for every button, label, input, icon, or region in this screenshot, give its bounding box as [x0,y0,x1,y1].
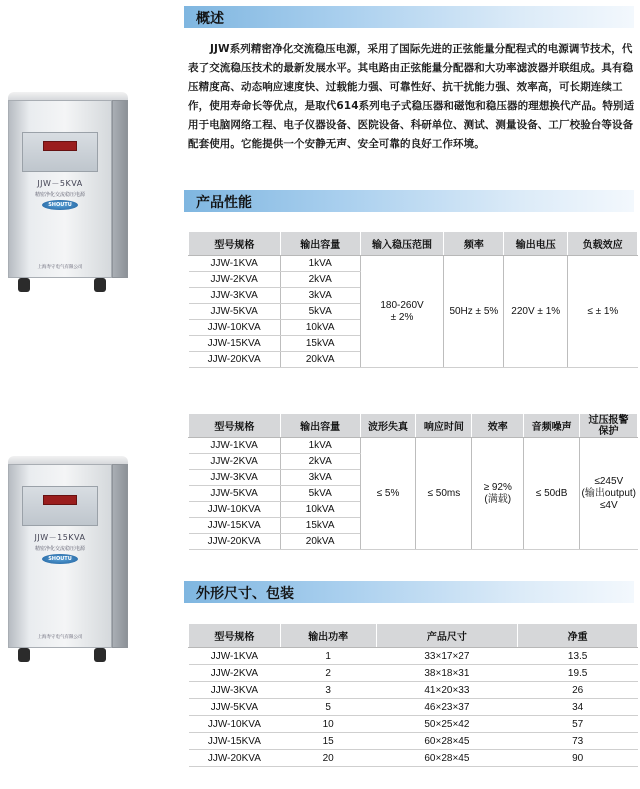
cell-capacity: 1kVA [280,438,360,454]
cell-weight: 34 [518,699,638,716]
cell-weight: 26 [518,682,638,699]
caster-wheel [18,278,30,292]
cell-size: 50×25×42 [376,716,518,733]
cell-power: 5 [280,699,376,716]
efficiency-note: (满载) [484,493,512,505]
table-row [189,733,638,750]
col-header-output-voltage: 输出电压 [504,232,568,256]
cell-size: 60×28×45 [376,733,518,750]
cabinet-side [112,464,128,648]
cell-weight: 90 [518,750,638,767]
cell-model: JJW-15KVA [189,733,281,750]
cell-capacity: 20kVA [280,534,360,550]
col-header-model: 型号规格 [189,232,281,256]
table-row [189,256,638,272]
product-image-15kva [8,456,128,668]
cell-efficiency [472,438,524,550]
cell-capacity: 3kVA [280,288,360,304]
brand-logo-text: SHOUTU [48,556,72,562]
cell-capacity: 20kVA [280,352,360,368]
product-image-5kva [8,92,128,298]
display-screen [43,495,77,505]
col-header-model: 型号规格 [189,624,281,648]
cell-power: 1 [280,648,376,665]
table-row [189,699,638,716]
table-row [189,716,638,733]
cell-weight: 13.5 [518,648,638,665]
cell-model: JJW-1KVA [189,648,281,665]
control-panel [22,486,98,526]
cell-capacity: 5kVA [280,304,360,320]
cell-model: JJW-10KVA [189,320,281,336]
section-title: 外形尺寸、包装 [196,586,294,602]
efficiency-value: ≥ 92% [483,481,512,493]
cell-input-range [360,256,444,368]
cabinet-front [8,100,112,278]
protection-line2: (输出output) [581,487,636,499]
cell-model: JJW-2KVA [189,665,281,682]
control-panel [22,132,98,172]
cell-noise: ≤ 50dB [524,438,580,550]
cell-model: JJW-1KVA [189,256,281,272]
cell-output-voltage: 220V ± 1% [504,256,568,368]
section-title: 概述 [196,11,224,27]
col-header-input-range: 输入稳压范围 [360,232,444,256]
dimensions-table [188,623,638,767]
cell-model: JJW-10KVA [189,716,281,733]
product-subtitle: 精密净化交流稳压电源 [34,546,85,552]
caster-wheel [94,278,106,292]
product-model-label: JJW－5KVA [37,179,83,188]
cell-model: JJW-2KVA [189,454,281,470]
table-row [189,665,638,682]
cell-model: JJW-10KVA [189,502,281,518]
cell-distortion: ≤ 5% [360,438,416,550]
cell-power: 15 [280,733,376,750]
input-range-value: 180-260V [380,299,424,311]
product-subtitle: 精密净化交流稳压电源 [34,192,85,198]
cell-power: 20 [280,750,376,767]
section-header-overview [184,6,634,28]
table-row [189,682,638,699]
cell-model: JJW-1KVA [189,438,281,454]
manufacturer-label: 上海寿守电气有限公司 [37,635,83,640]
cell-capacity: 3kVA [280,470,360,486]
spec-table-2 [188,413,638,550]
cabinet-side [112,100,128,278]
cell-capacity: 1kVA [280,256,360,272]
cell-load-effect: ≤ ± 1% [568,256,638,368]
cell-power: 2 [280,665,376,682]
col-header-efficiency: 效率 [472,414,524,438]
section-header-dimensions [184,581,634,603]
col-header-frequency: 频率 [444,232,504,256]
cell-power: 10 [280,716,376,733]
cell-frequency: 50Hz ± 5% [444,256,504,368]
cell-weight: 57 [518,716,638,733]
cell-size: 33×17×27 [376,648,518,665]
cell-capacity: 10kVA [280,502,360,518]
col-header-response: 响应时间 [416,414,472,438]
cell-model: JJW-3KVA [189,470,281,486]
caster-wheel [94,648,106,662]
protection-line3: ≤4V [599,499,618,511]
col-header-power: 输出功率 [280,624,376,648]
col-header-capacity: 输出容量 [280,414,360,438]
col-header-size: 产品尺寸 [376,624,518,648]
intro-paragraph: JJW系列精密净化交流稳压电源，采用了国际先进的正弦能量分配程式的电源调节技术，代表了交流稳压技术的最新发展水平。其电路由正弦能量分配器和大功率滤波器并联组成。具有稳压精度高、动态响应速度快、过载能力强、可靠性好、抗干扰能力强、效率高，可长期连续工作，使用寿命长等优点，是取代614系列电子式稳压器和磁饱和稳压器的理想换代产品。特别适用于电脑网络工程、电子仪器设备、医院设备、科研单位、测试、测量设备、工厂校验台等设备配套使用。它能提供一个安静无声、安全可靠的良好工作环境。 [188,43,635,150]
cell-model: JJW-20KVA [189,352,281,368]
cell-model: JJW-5KVA [189,486,281,502]
cell-protection [580,438,638,550]
table-row [189,648,638,665]
col-header-load-effect: 负载效应 [568,232,638,256]
col-header-weight: 净重 [518,624,638,648]
cell-capacity: 15kVA [280,336,360,352]
cell-model: JJW-20KVA [189,534,281,550]
display-screen [43,141,77,151]
col-header-capacity: 输出容量 [280,232,360,256]
section-header-performance [184,190,634,212]
cell-weight: 73 [518,733,638,750]
cell-response: ≤ 50ms [416,438,472,550]
cell-capacity: 5kVA [280,486,360,502]
col-header-model: 型号规格 [189,414,281,438]
manufacturer-label: 上海寿守电气有限公司 [37,265,83,270]
cell-model: JJW-3KVA [189,682,281,699]
cell-model: JJW-2KVA [189,272,281,288]
cell-weight: 19.5 [518,665,638,682]
cell-size: 41×20×33 [376,682,518,699]
cell-model: JJW-15KVA [189,336,281,352]
table-row [189,750,638,767]
table-row [189,438,638,454]
brand-logo-text: SHOUTU [48,202,72,208]
cell-power: 3 [280,682,376,699]
cell-size: 46×23×37 [376,699,518,716]
protection-header-line1: 过压报警 [588,414,629,426]
col-header-distortion: 波形失真 [360,414,416,438]
col-header-protection [580,414,638,438]
cell-model: JJW-5KVA [189,699,281,716]
cell-model: JJW-5KVA [189,304,281,320]
protection-line1: ≤245V [594,475,624,487]
cell-model: JJW-20KVA [189,750,281,767]
product-model-label: JJW－15KVA [34,533,86,542]
cell-model: JJW-15KVA [189,518,281,534]
cell-size: 38×18×31 [376,665,518,682]
spec-table-1 [188,231,638,368]
caster-wheel [18,648,30,662]
cell-capacity: 2kVA [280,272,360,288]
cell-size: 60×28×45 [376,750,518,767]
protection-header-line2: 保护 [598,425,619,437]
cell-model: JJW-3KVA [189,288,281,304]
section-title: 产品性能 [196,195,252,211]
cell-capacity: 2kVA [280,454,360,470]
input-range-tolerance: ± 2% [390,311,414,323]
cell-capacity: 15kVA [280,518,360,534]
cell-capacity: 10kVA [280,320,360,336]
col-header-noise: 音频噪声 [524,414,580,438]
